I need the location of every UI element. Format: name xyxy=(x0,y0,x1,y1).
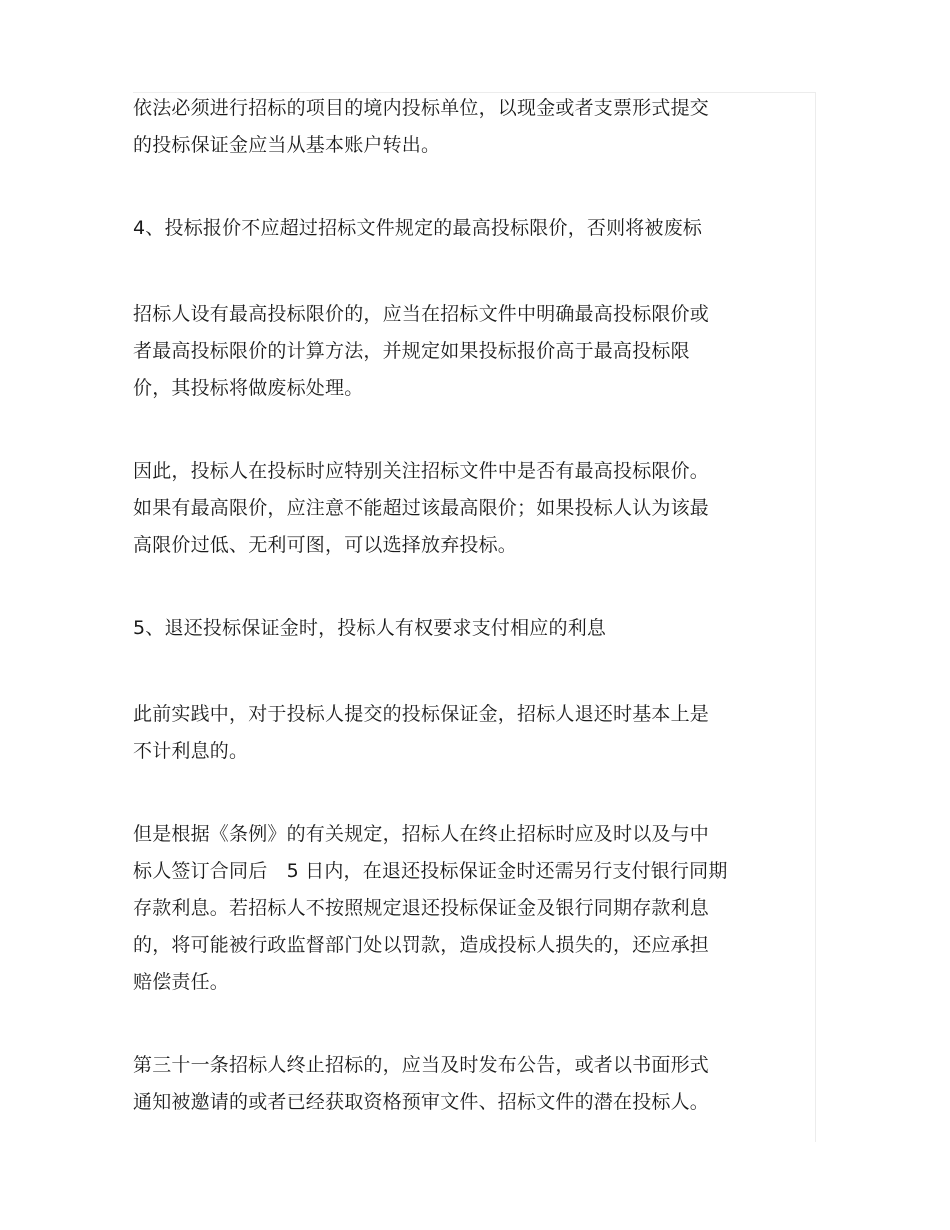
text-line: 赔偿责任。 xyxy=(133,971,230,993)
text-line: 但是根据《条例》的有关规定，招标人在终止招标时应及时以及与中 xyxy=(133,823,710,845)
text-line: 价，其投标将做废标处理。 xyxy=(133,377,364,399)
text-line: 的投标保证金应当从基本账户转出。 xyxy=(133,134,441,156)
heading-text: 4、投标报价不应超过招标文件规定的最高投标限价，否则将被废标 xyxy=(133,217,703,239)
text-line: 不计利息的。 xyxy=(133,740,249,762)
section-heading-5 xyxy=(133,610,773,647)
text-line: 如果有最高限价，应注意不能超过该最高限价；如果投标人认为该最 xyxy=(133,497,710,519)
text-line: 通知被邀请的或者已经获取资格预审文件、招标文件的潜在投标人。 xyxy=(133,1091,710,1113)
text-line: 标人签订合同后 5 日内，在退还投标保证金时还需另行支付银行同期 xyxy=(133,860,728,882)
text-line: 依法必须进行招标的项目的境内投标单位，以现金或者支票形式提交 xyxy=(133,97,710,119)
paragraph-bidder-attention xyxy=(133,453,773,564)
text-line: 高限价过低、无利可图，可以选择放弃投标。 xyxy=(133,534,518,556)
section-heading-4 xyxy=(133,210,773,247)
text-line: 者最高投标限价的计算方法，并规定如果投标报价高于最高投标限 xyxy=(133,340,690,362)
paragraph-regulation xyxy=(133,816,773,1001)
text-line: 的，将可能被行政监督部门处以罚款，造成投标人损失的，还应承担 xyxy=(133,934,710,956)
text-line: 此前实践中，对于投标人提交的投标保证金，招标人退还时基本上是 xyxy=(133,703,710,725)
text-line: 存款利息。若招标人不按照规定退还投标保证金及银行同期存款利息 xyxy=(133,897,710,919)
text-line: 招标人设有最高投标限价的，应当在招标文件中明确最高投标限价或 xyxy=(133,303,710,325)
paragraph-deposit-account xyxy=(133,90,773,164)
text-line: 因此，投标人在投标时应特别关注招标文件中是否有最高投标限价。 xyxy=(133,460,710,482)
paragraph-max-price xyxy=(133,296,773,407)
paragraph-past-practice xyxy=(133,696,773,770)
paragraph-article-31 xyxy=(133,1047,773,1121)
text-line: 第三十一条招标人终止招标的，应当及时发布公告，或者以书面形式 xyxy=(133,1054,710,1076)
heading-text: 5、退还投标保证金时，投标人有权要求支付相应的利息 xyxy=(133,617,607,639)
document-body xyxy=(133,90,773,1121)
